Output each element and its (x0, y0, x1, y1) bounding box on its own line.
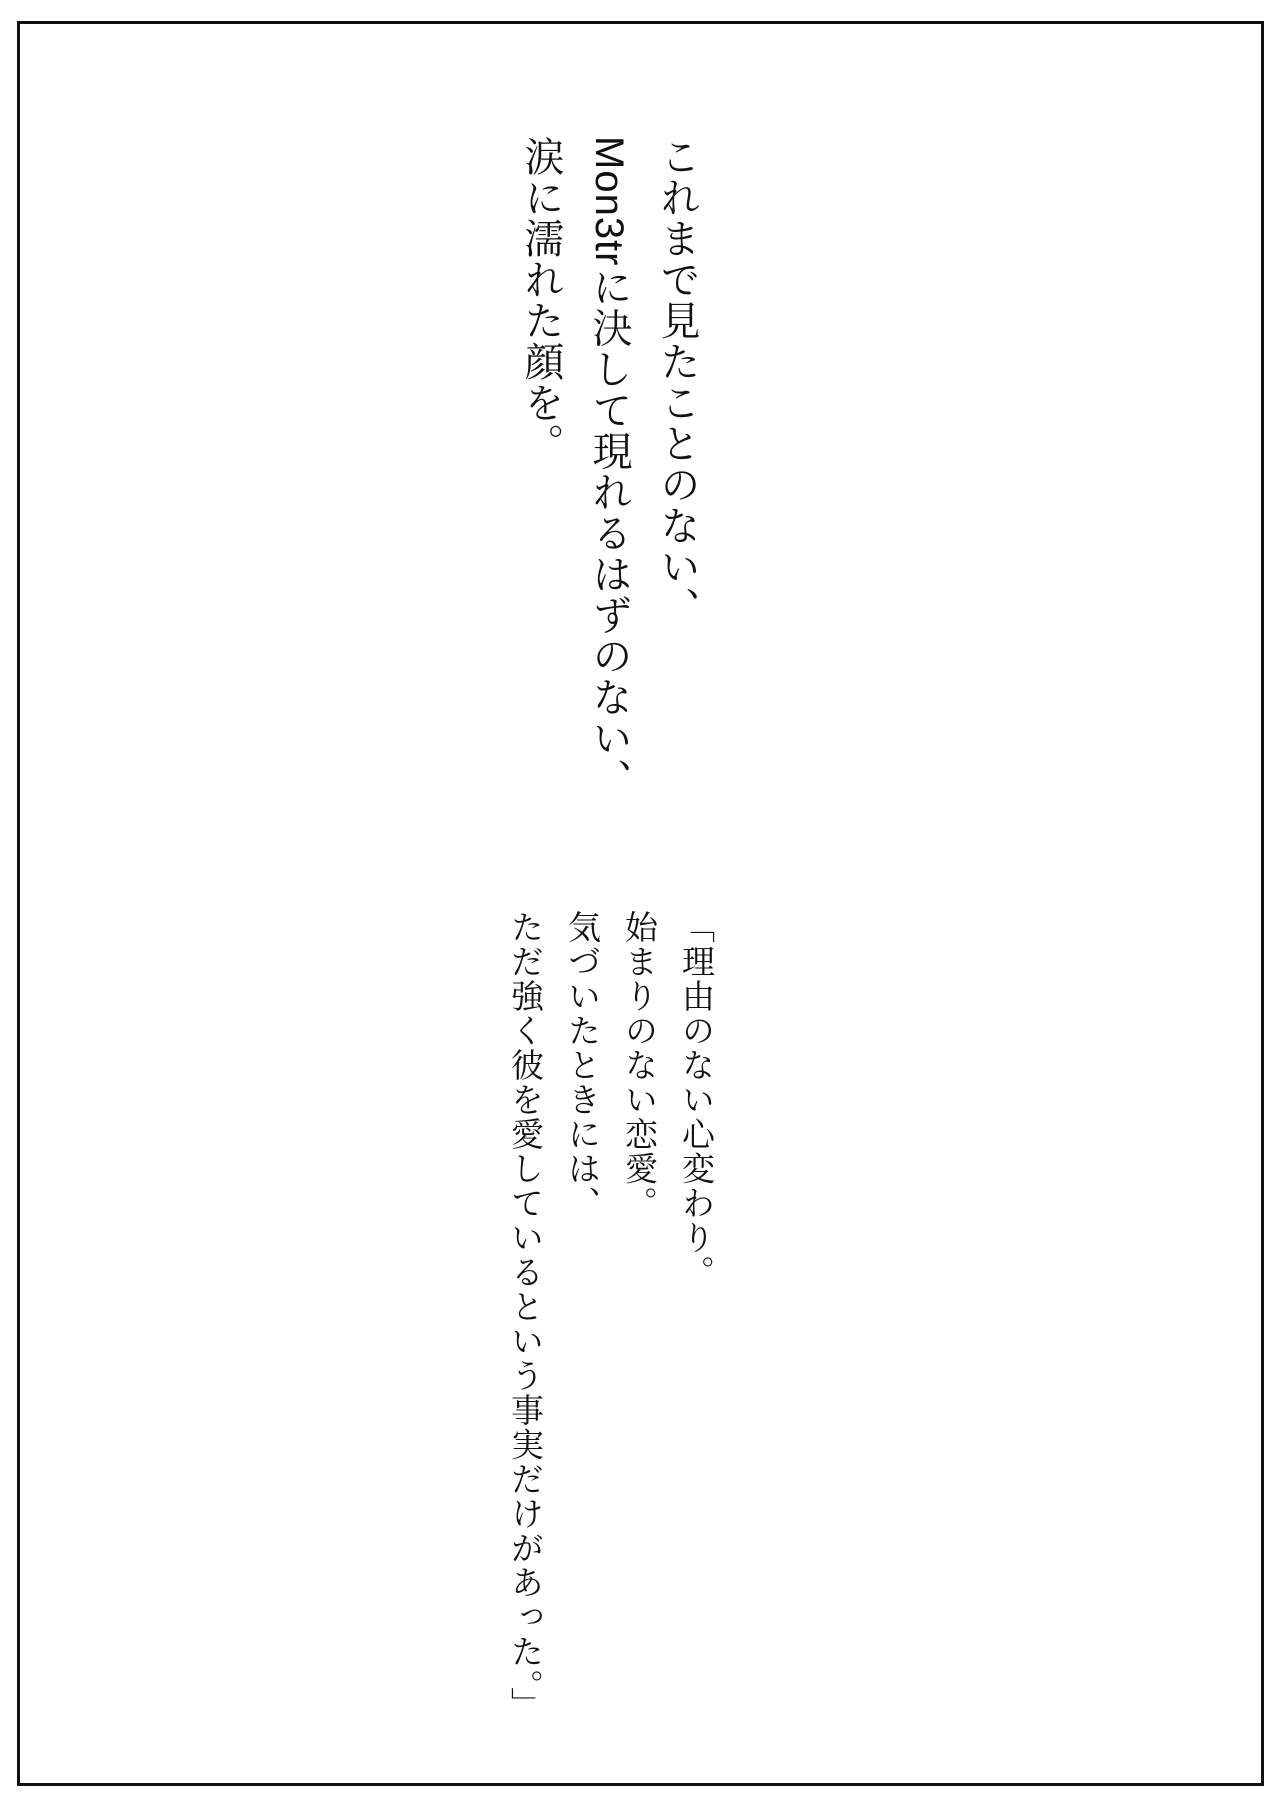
quote-text-block (497, 910, 725, 1770)
narration-text-block (507, 136, 711, 876)
narration-line-1: これまで見たことのない、 (655, 136, 699, 628)
narration-line-2: Mon3trに決して現れるはずのない、 (587, 136, 631, 800)
quote-line-4: ただ強く彼を愛しているという事実だけがあった。」 (507, 910, 544, 1722)
page-border-frame (17, 21, 1264, 1786)
quote-line-3: 気づいたときには、 (564, 910, 601, 1221)
narration-line-3: 涙に濡れた顔を。 (519, 136, 563, 464)
quote-line-2: 始まりのない恋愛。 (621, 910, 658, 1221)
quote-line-1: 「理由のない心変わり。 (678, 910, 715, 1290)
